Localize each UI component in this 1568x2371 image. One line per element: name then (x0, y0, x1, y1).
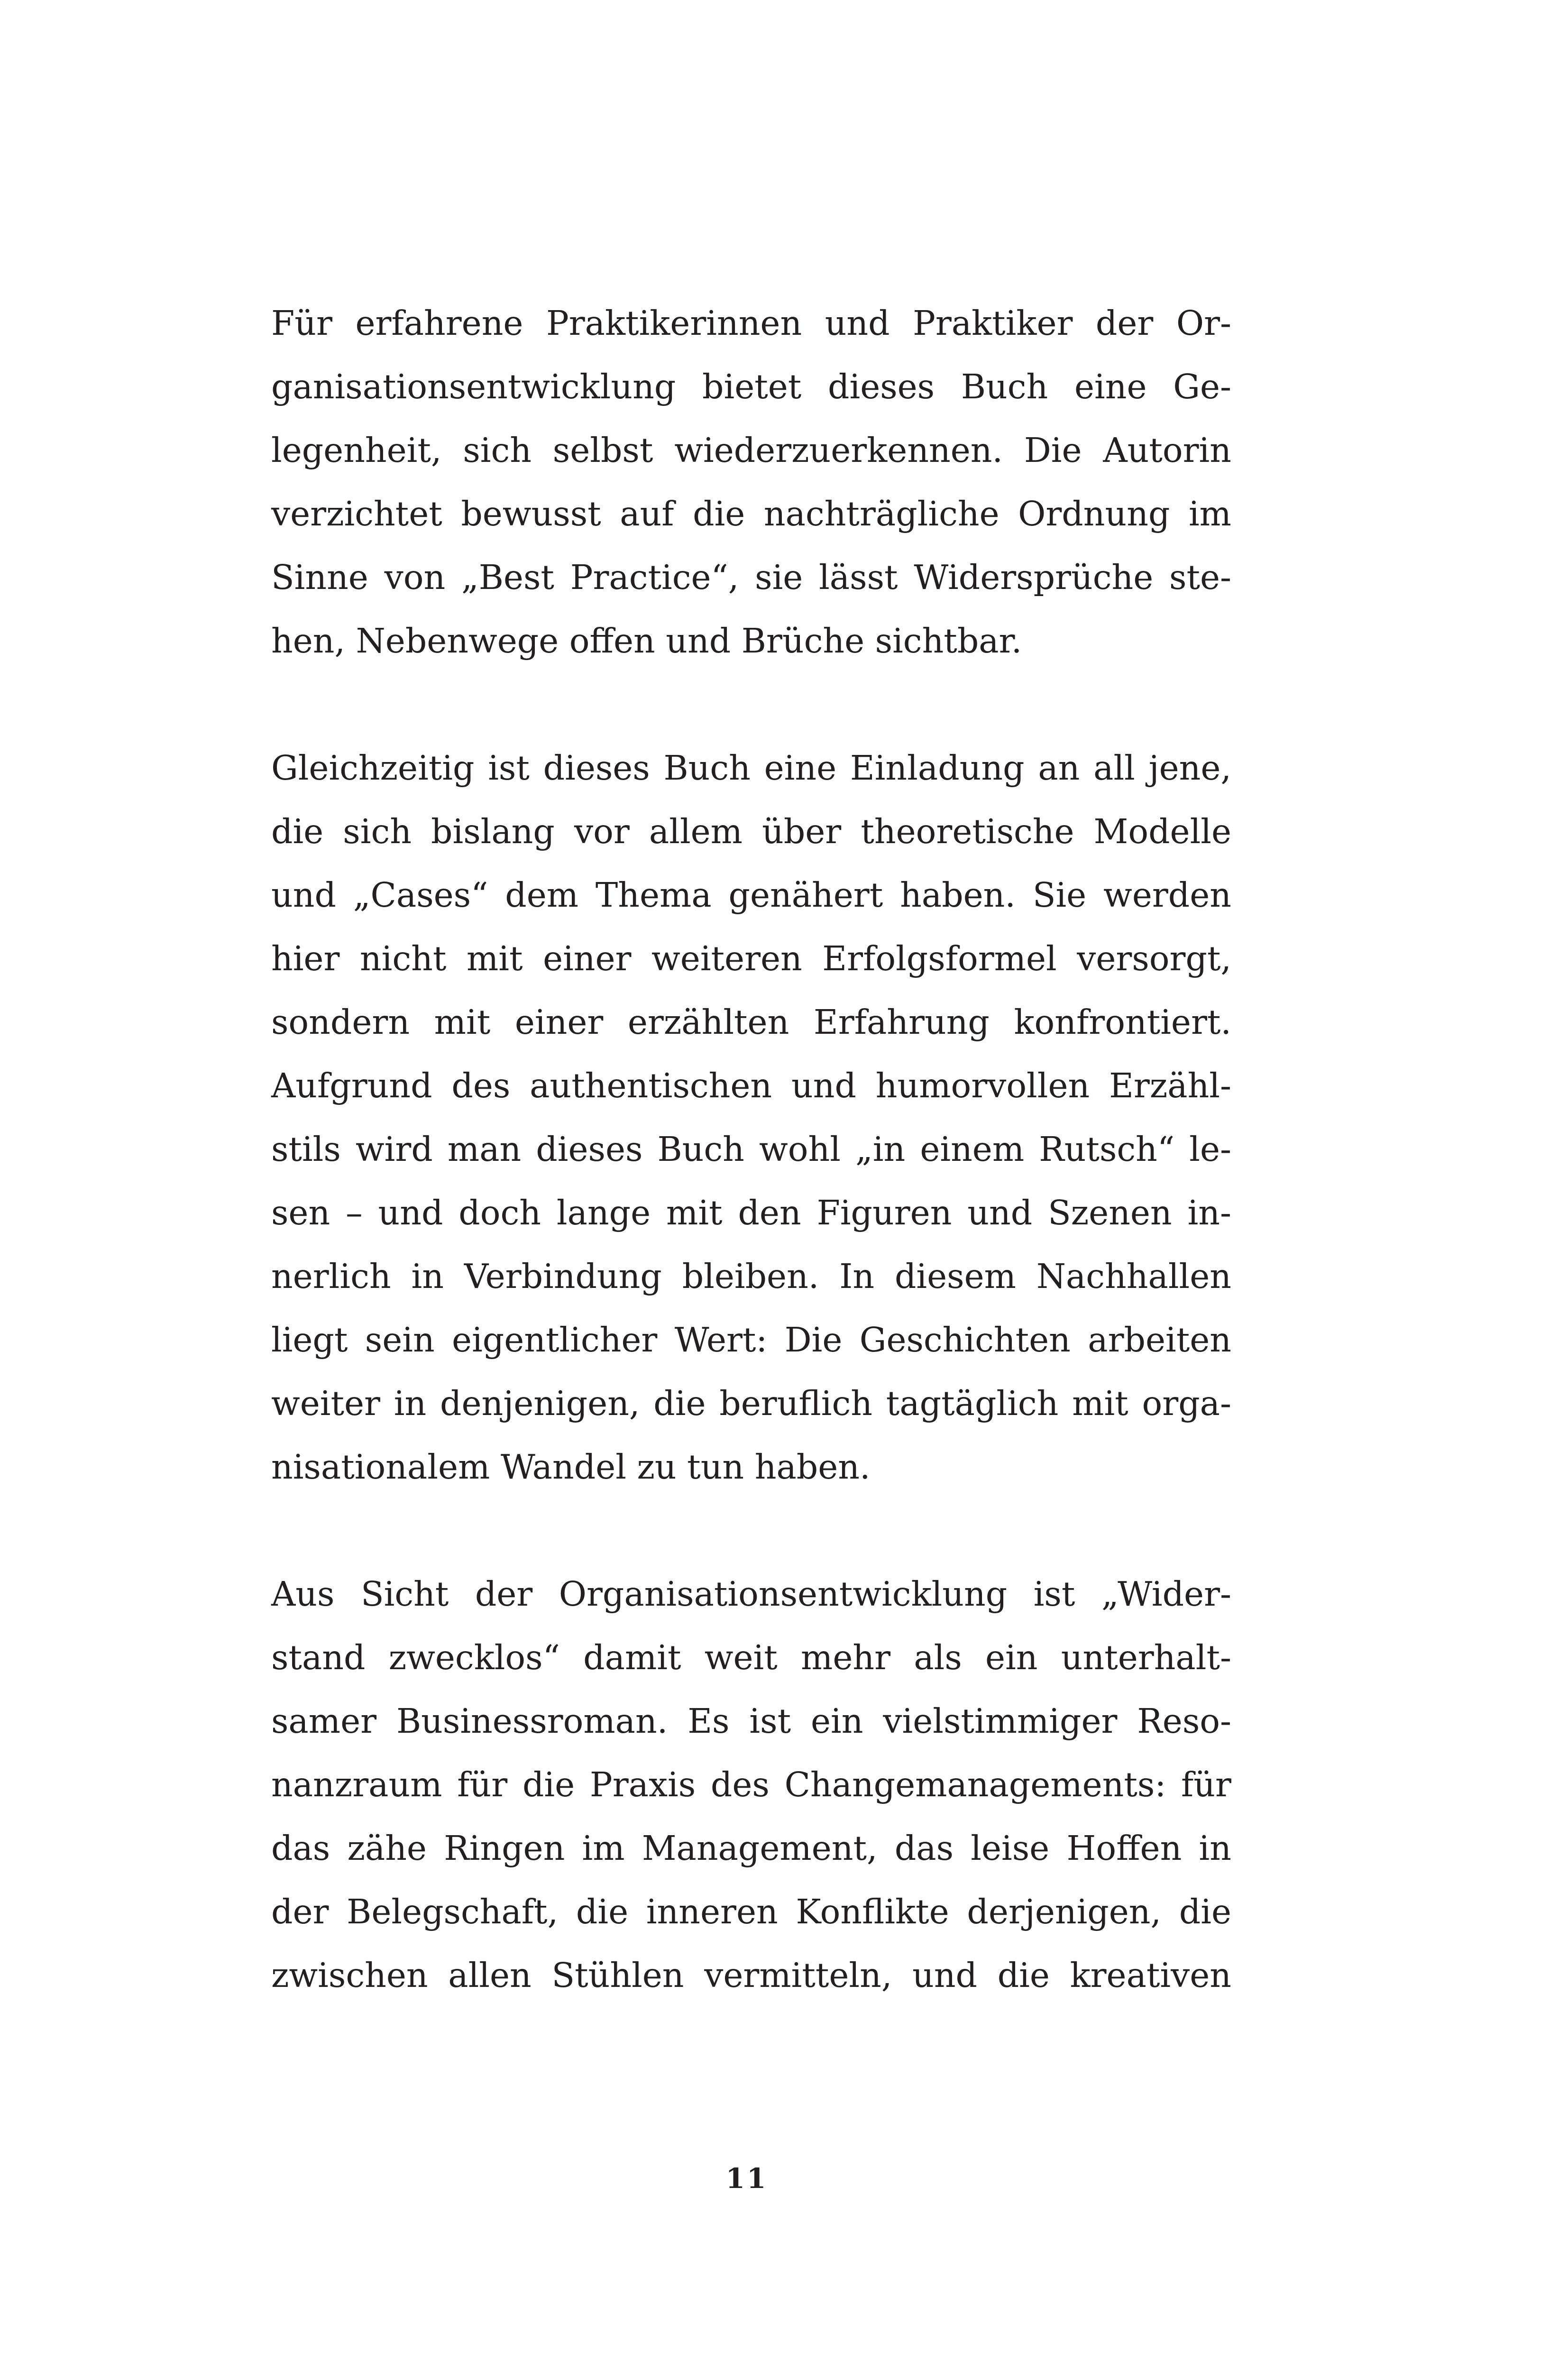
text-line: nisationalem Wandel zu tun haben. (271, 1447, 871, 1487)
paragraph-1 (271, 292, 1231, 673)
text-line: das zähe Ringen im Management, das leise Hoffen in (271, 1829, 1231, 1868)
paragraph-gap (271, 1499, 1231, 1562)
text-line: verzichtet bewusst auf die nachträgliche Ordnung im (271, 494, 1231, 533)
text-line: liegt sein eigentlicher Wert: Die Geschichten arbeiten (271, 1320, 1231, 1360)
text-line: und „Cases“ dem Thema genähert haben. Sie werden (271, 875, 1231, 915)
text-line: sen – und doch lange mit den Figuren und Szenen in- (271, 1193, 1231, 1232)
text-line: stand zwecklos“ damit weit mehr als ein unterhalt- (271, 1638, 1231, 1677)
text-line: Aufgrund des authentischen und humorvollen Erzähl- (271, 1066, 1231, 1105)
text-line: nerlich in Verbindung bleiben. In diesem Nachhallen (271, 1257, 1231, 1296)
text-line: die sich bislang vor allem über theoretische Modelle (271, 812, 1231, 851)
page-number: 11 (725, 2162, 768, 2195)
text-line: zwischen allen Stühlen vermitteln, und die kreativen (271, 1956, 1231, 1995)
text-line: samer Businessroman. Es ist ein vielstimmiger Reso- (271, 1701, 1231, 1741)
text-line: nanzraum für die Praxis des Changemanagements: für (271, 1765, 1231, 1804)
text-line: hier nicht mit einer weiteren Erfolgsformel versorgt, (271, 939, 1231, 978)
text-line: hen, Nebenwege offen und Brüche sichtbar. (271, 621, 1022, 661)
paragraph-2 (271, 736, 1231, 1499)
text-line: Gleichzeitig ist dieses Buch eine Einladung an all jene, (271, 748, 1231, 788)
paragraph-3 (271, 1562, 1231, 2007)
text-line: legenheit, sich selbst wiederzuerkennen. Die Autorin (271, 431, 1231, 470)
text-line: Für erfahrene Praktikerinnen und Praktiker der Or- (271, 303, 1231, 343)
text-line: weiter in denjenigen, die beruflich tagtäglich mit orga- (271, 1384, 1231, 1423)
text-line: stils wird man dieses Buch wohl „in einem Rutsch“ le- (271, 1130, 1231, 1169)
text-line: Aus Sicht der Organisationsentwicklung ist „Wider- (271, 1574, 1231, 1614)
text-line: der Belegschaft, die inneren Konflikte derjenigen, die (271, 1892, 1231, 1931)
text-line: sondern mit einer erzählten Erfahrung konfrontiert. (271, 1002, 1231, 1042)
text-line: Sinne von „Best Practice“, sie lässt Widersprüche ste- (271, 558, 1231, 597)
paragraph-gap (271, 673, 1231, 736)
body-text (271, 292, 1231, 2007)
text-line: ganisationsentwicklung bietet dieses Buch eine Ge- (271, 367, 1231, 406)
